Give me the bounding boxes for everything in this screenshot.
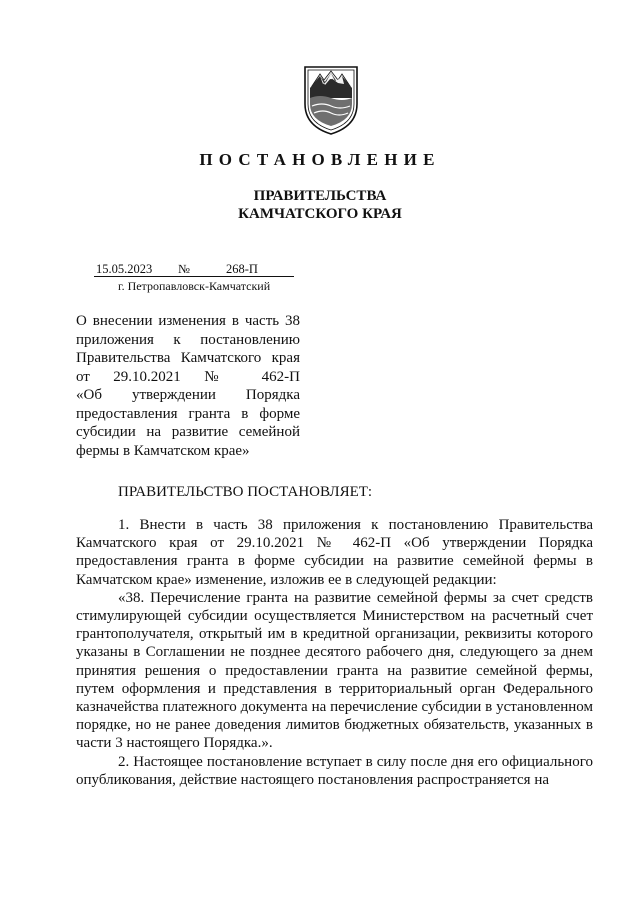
paragraph-1: 1. Внести в часть 38 приложения к постановлению Правительства Камчатского края от 29.10.2021 № 462-П «Об утверждении Порядка предоставления гранта в форме субсидии на развитие семейной фермы в Камчатском крае» изменение, изложив ее в следующей редакции: — [76, 517, 593, 588]
subject-line: предоставления гранта в форме — [76, 405, 300, 422]
document-title: ПОСТАНОВЛЕНИЕ — [199, 150, 441, 169]
subject-line: «Об утверждении Порядка — [76, 387, 300, 403]
number-label: № — [178, 262, 190, 276]
subject-line: О внесении изменения в часть 38 — [76, 313, 300, 329]
subject-line: фермы в Камчатском крае» — [76, 442, 250, 459]
subject-line: приложения к постановлению — [76, 331, 300, 348]
decree-heading: ПРАВИТЕЛЬСТВО ПОСТАНОВЛЯЕТ: — [118, 484, 373, 500]
issuer-line-1: ПРАВИТЕЛЬСТВА — [253, 188, 387, 204]
document-body — [76, 516, 593, 789]
subject-line: субсидии на развитие семейной — [76, 424, 300, 440]
subject-line: от 29.10.2021 № 462-П — [76, 368, 300, 385]
document-number: 268-П — [226, 262, 258, 276]
document-date: 15.05.2023 — [96, 262, 153, 276]
subject-block — [76, 312, 300, 460]
city: г. Петропавловск-Камчатский — [118, 279, 271, 293]
issuer-line-2: КАМЧАТСКОГО КРАЯ — [238, 206, 402, 222]
date-number-line — [94, 262, 294, 277]
subject-line: Правительства Камчатского края — [76, 350, 300, 366]
kamchatka-coat-of-arms-icon — [302, 64, 360, 136]
paragraph-3: 2. Настоящее постановление вступает в силу после дня его официального опубликования, действие настоящего постановления распространяется на — [76, 753, 593, 788]
paragraph-2: «38. Перечисление гранта на развитие семейной фермы за счет средств стимулирующей субсидии осуществляется Министерством на расчетный счет грантополучателя, открытый им в кредитной организации, реквизиты которого указаны в Соглашении не позднее десятого рабочего дня, следующего за днем принятия решения о предоставлении гранта на развитие семейной фермы, путем оформления и представления в территориальный орган Федерального казначейства платежного документа на перечисление субсидии в установленном порядке, но не ранее доведения лимитов бюджетных обязательств, указанных в части 3 настоящего Порядка.». — [76, 589, 593, 752]
